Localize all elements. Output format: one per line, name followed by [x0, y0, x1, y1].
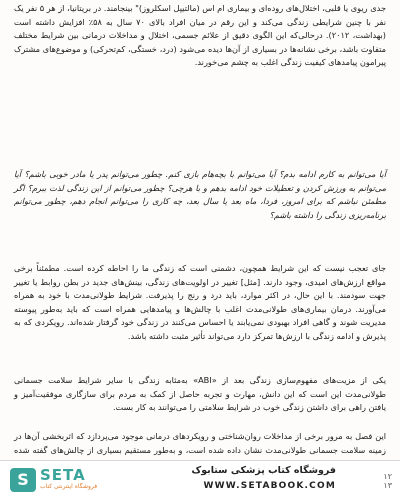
paragraph-challenges: جای تعجب نیست که این شرایط همچون، دشمنی است که زندگی ما را احاطه کرده است. مطمئناً برخی مواقع ارزش‌های امیدی، وجود دارند. [مثل] تغییر در اولویت‌های زندگی، بینش‌های جدید در بطن روابط یا تغییر جهت سودمند. با این حال، در اکثر موارد، باید درد و رنج را پذیرفت. شرایط طولانی‌مدت با خود به همراه می‌آورند. درمان بیماری‌های طولانی‌مدت اغلب با چالش‌ها و پیامدهایی همراه است که باید به‌طور پیوسته مدیریت شوند و گاهی افراد بهبودی نمی‌یابند یا احساس می‌کنند در زندگی خود گرفتار شده‌اند. رویکردی که به پذیرش و ادامه زندگی با ارزش‌ها تمرکز دارد می‌تواند تأثیر مثبت داشته باشد.: [14, 263, 386, 341]
paragraph-quote: آیا می‌توانم به کارم ادامه بدم؟ آیا می‌توانم با بچه‌هام بازی کنم. چطور می‌توانم پدر یا مادر خوبی باشم؟ آیا می‌توانم به ورزش کردن و تعطیلات خود ادامه بدهم و با هرچی؟ چطور می‌توانم از این زندگی لذت ببرم؟ اگر مطمئن نباشم که برای امروز، فردا، ماه بعد یا سال بعد، چه کاری را می‌توانم انجام دهم، چطور می‌توانم برنامه‌ریزی زندگی را داشته باشم؟: [14, 169, 386, 220]
paragraph-abi: یکی از مزیت‌های مفهوم‌سازی زندگی بعد از «ABI» به‌مثابه زندگی با سایر شرایط سلامت جسمانی طولانی‌مدت این است که این دانش، مهارت و تجربه حاصل از کمک به مردم برای سازگاری موفقیت‌آمیز و یافتن راهی برای داشتن زندگی خوب در شرایط سلامتی را می‌توانند به کار بست.: [14, 375, 386, 413]
paragraph-chapter-overview: این فصل به مرور برخی از مداخلات روان‌شناختی و رویکردهای درمانی موجود می‌پردازد که اثربخشی آن‌ها در زمینه سلامت جسمانی طولانی‌مدت نشان داده شده است، و به‌طور مستقیم بسیاری از چالش‌های گفته شده: [14, 431, 386, 455]
page-number: [383, 472, 392, 490]
store-name: فروشگاه کتاب پزشکی ستابوک: [191, 465, 336, 476]
seta-logo-icon: S: [10, 468, 36, 492]
page-number-bottom: ۱۳: [383, 481, 392, 490]
paragraph-intro: جدی ریوی یا قلبی، اختلال‌های روده‌ای و بیماری ام اس (مالتیپل اسکلروز)" بینجامند. در بریتانیا، از هر ۵ نفر یک نفر با چنین شرایطی زندگی می‌کند و این رقم در میان افراد بالای ۷۰ سال به ۵۸٪ افزایش داشته است (بهداشت، ۲۰۱۲). درحالی‌که این الگوی دقیق از علائم جسمی، اختلال و مداخلات درمانی بین شرایط مختلف متفاوت باشد، برخی نشانه‌ها در بسیاری از آن‌ها دیده می‌شود (درد، خستگی، کم‌تحرکی) و موضوع‌های مشترک پیرامون پیامدهای کیفیت زندگی اغلب به چشم می‌خورند.: [14, 3, 387, 68]
store-url-link[interactable]: WWW.SETABOOK.COM: [203, 481, 336, 491]
page-number-top: ۱۲: [383, 472, 392, 481]
footer-banner: [0, 460, 400, 498]
logo-subtitle: فروشگاه اینترنتی کتاب: [40, 483, 98, 490]
seta-logo[interactable]: [10, 465, 114, 494]
logo-word: SETA: [40, 466, 86, 484]
